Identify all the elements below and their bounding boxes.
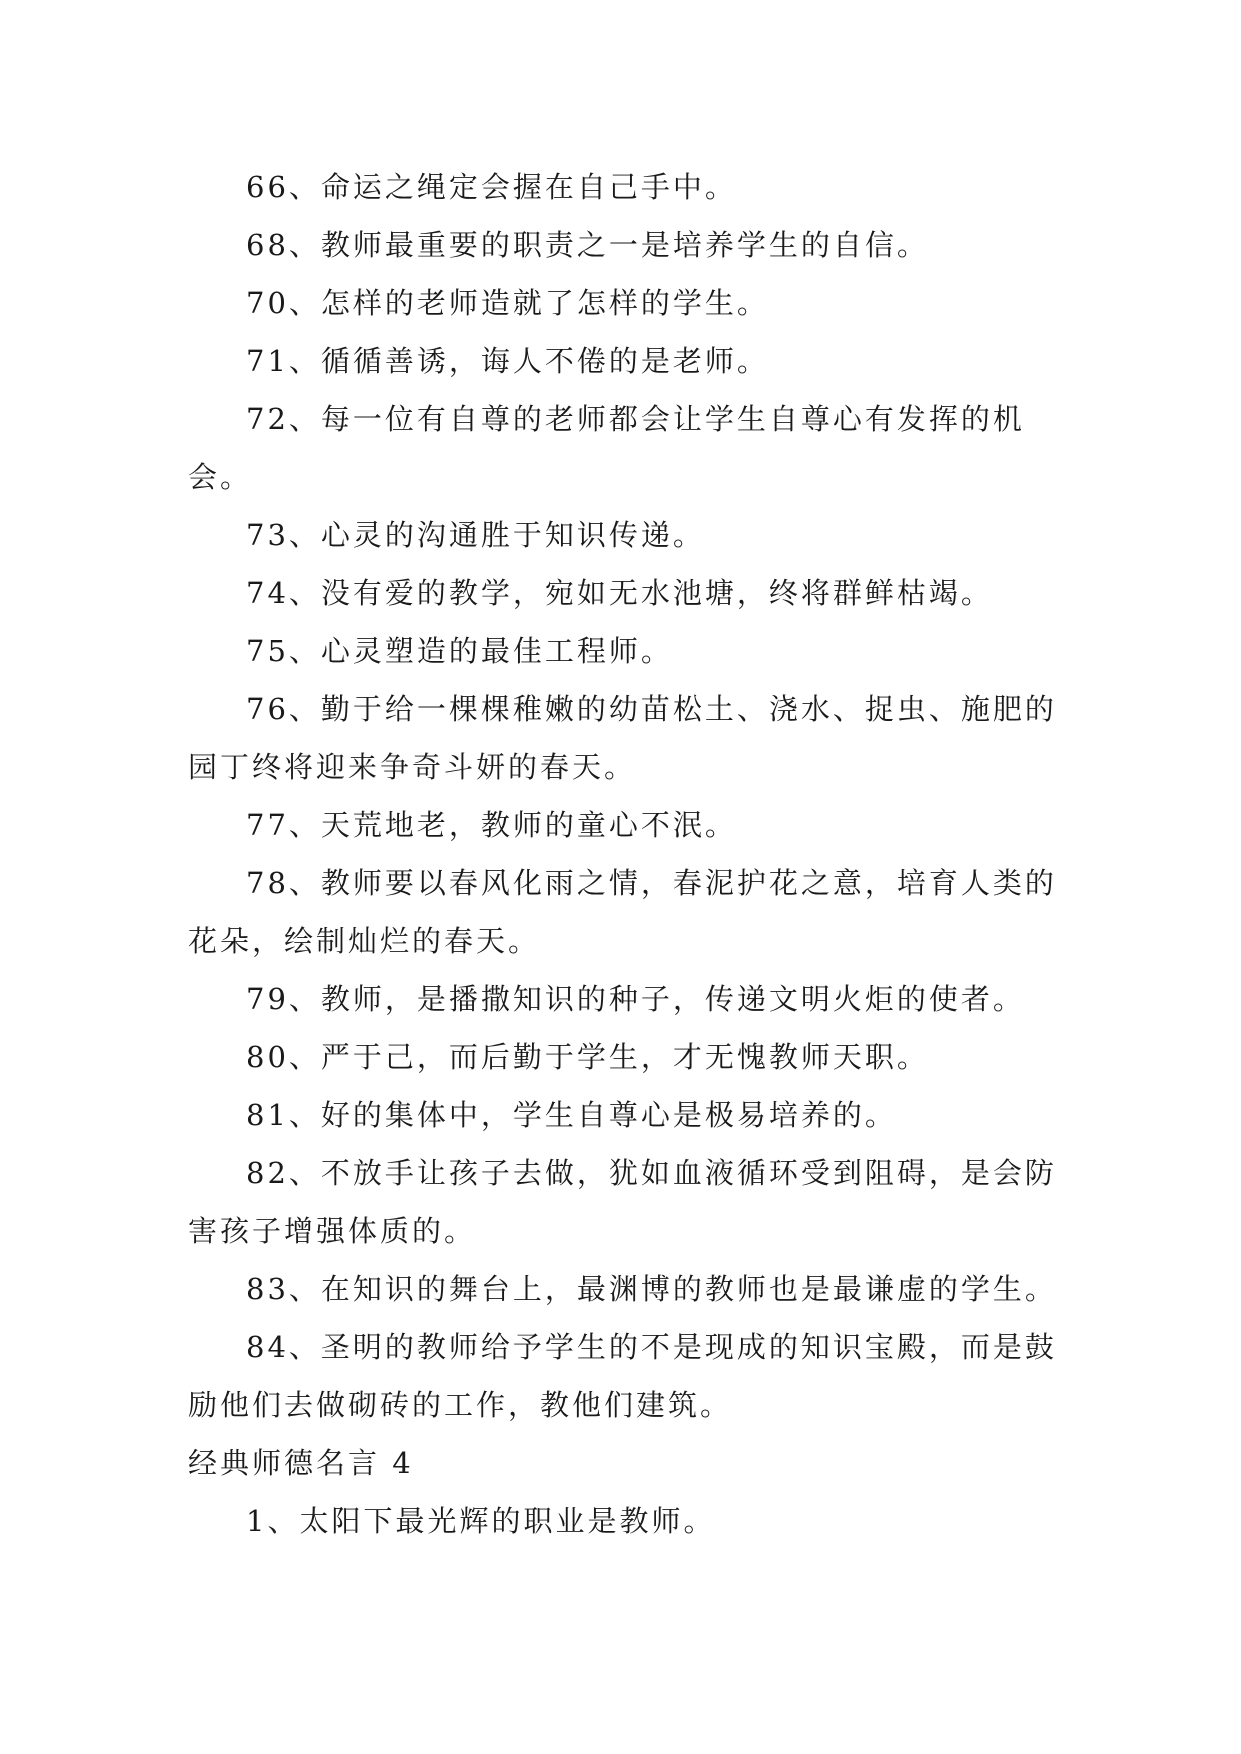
quote-72: 72、每一位有自尊的老师都会让学生自尊心有发挥的机会。 <box>188 402 1025 494</box>
quote-74: 74、没有爱的教学，宛如无水池塘，终将群鲜枯竭。 <box>246 576 993 610</box>
quote-70: 70、怎样的老师造就了怎样的学生。 <box>246 286 769 320</box>
quote-79: 79、教师，是播撒知识的种子，传递文明火炬的使者。 <box>246 982 1025 1016</box>
section-heading: 经典师德名言 4 <box>188 1446 414 1480</box>
quote-83: 83、在知识的舞台上，最渊博的教师也是最谦虚的学生。 <box>246 1272 1057 1306</box>
quote-76: 76、勤于给一棵棵稚嫩的幼苗松土、浇水、捉虫、施肥的园丁终将迎来争奇斗妍的春天。 <box>188 692 1057 784</box>
quote-84: 84、圣明的教师给予学生的不是现成的知识宝殿，而是鼓励他们去做砌砖的工作，教他们建筑。 <box>188 1330 1057 1422</box>
document-body <box>188 158 1058 1550</box>
quote-73: 73、心灵的沟通胜于知识传递。 <box>246 518 705 552</box>
section-quote-1: 1、太阳下最光辉的职业是教师。 <box>246 1504 716 1538</box>
quote-78: 78、教师要以春风化雨之情，春泥护花之意，培育人类的花朵，绘制灿烂的春天。 <box>188 866 1057 958</box>
quote-77: 77、天荒地老，教师的童心不泯。 <box>246 808 737 842</box>
quote-71: 71、循循善诱，诲人不倦的是老师。 <box>246 344 769 378</box>
quote-75: 75、心灵塑造的最佳工程师。 <box>246 634 673 668</box>
quote-80: 80、严于己，而后勤于学生，才无愧教师天职。 <box>246 1040 929 1074</box>
quote-68: 68、教师最重要的职责之一是培养学生的自信。 <box>246 228 929 262</box>
quote-82: 82、不放手让孩子去做，犹如血液循环受到阻碍，是会防害孩子增强体质的。 <box>188 1156 1057 1248</box>
quote-66: 66、命运之绳定会握在自己手中。 <box>246 170 737 204</box>
quote-81: 81、好的集体中，学生自尊心是极易培养的。 <box>246 1098 897 1132</box>
